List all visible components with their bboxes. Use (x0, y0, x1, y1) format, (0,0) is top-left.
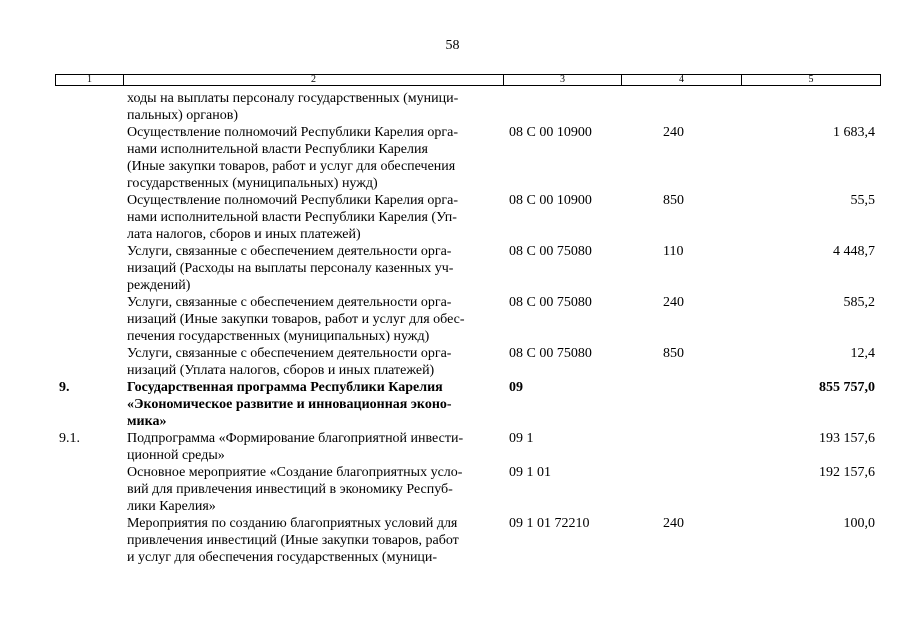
description-line: низаций (Расходы на выплаты персоналу казенных уч- (127, 261, 454, 276)
description-line: Основное мероприятие «Создание благоприятных усло- (127, 465, 463, 480)
row-amount: 193 157,6 (819, 431, 875, 446)
row-number: 9. (59, 380, 70, 395)
description-line: и услуг для обеспечения государственных (муници- (127, 550, 438, 565)
header-col-3: 3 (504, 75, 622, 85)
description-line: низаций (Иные закупки товаров, работ и услуг для обес- (127, 312, 465, 327)
row-amount: 100,0 (843, 516, 875, 531)
row-description (123, 124, 503, 192)
table-row (55, 192, 881, 243)
description-line: Услуги, связанные с обеспечением деятельности орга- (127, 244, 452, 259)
row-description (123, 345, 503, 379)
row-amount: 192 157,6 (819, 465, 875, 480)
row-amount: 585,2 (843, 295, 875, 310)
table-row (55, 345, 881, 379)
description-line: Мероприятия по созданию благоприятных условий для (127, 516, 458, 531)
description-line: Государственная программа Республики Карелия (127, 380, 443, 395)
description-line: низаций (Уплата налогов, сборов и иных платежей) (127, 363, 435, 378)
description-line: пальных) органов) (127, 108, 238, 123)
description-line: «Экономическое развитие и инновационная эконо- (127, 397, 452, 412)
description-line: привлечения инвестиций (Иные закупки товаров, работ (127, 533, 459, 548)
description-line: ционной среды» (127, 448, 225, 463)
row-amount: 855 757,0 (819, 380, 875, 395)
description-line: государственных (муниципальных) нужд) (127, 176, 378, 191)
header-col-4: 4 (622, 75, 742, 85)
row-code: 08 С 00 10900 (509, 125, 592, 140)
description-line: печения государственных (муниципальных) нужд) (127, 329, 430, 344)
description-line: Услуги, связанные с обеспечением деятельности орга- (127, 295, 452, 310)
row-description (123, 464, 503, 515)
row-code: 09 1 (509, 431, 534, 446)
row-description (123, 515, 503, 566)
description-line: нами исполнительной власти Республики Карелия (Уп- (127, 210, 457, 225)
row-code: 09 (509, 380, 523, 395)
row-amount: 1 683,4 (833, 125, 875, 140)
header-col-2: 2 (124, 75, 504, 85)
table-row (55, 430, 881, 464)
description-line: реждений) (127, 278, 191, 293)
description-line: нами исполнительной власти Республики Карелия (127, 142, 428, 157)
description-line: лата налогов, сборов и иных платежей) (127, 227, 361, 242)
row-description (123, 430, 503, 464)
row-amount: 12,4 (850, 346, 875, 361)
row-code: 08 С 00 75080 (509, 346, 592, 361)
description-line: Осуществление полномочий Республики Карелия орга- (127, 193, 459, 208)
description-line: Услуги, связанные с обеспечением деятельности орга- (127, 346, 452, 361)
description-line: вий для привлечения инвестиций в экономику Респуб- (127, 482, 453, 497)
table-row (55, 124, 881, 192)
table-body (55, 90, 881, 566)
row-expense-type: 240 (663, 516, 684, 531)
row-amount: 4 448,7 (833, 244, 875, 259)
row-code: 08 С 00 10900 (509, 193, 592, 208)
row-code: 09 1 01 (509, 465, 551, 480)
table-row (55, 294, 881, 345)
table-row (55, 515, 881, 566)
row-code: 08 С 00 75080 (509, 295, 592, 310)
description-line: ходы на выплаты персоналу государственных (муници- (127, 91, 459, 106)
table-header (55, 74, 881, 86)
description-line: мика» (127, 414, 167, 429)
header-col-5: 5 (808, 74, 814, 85)
row-description (123, 379, 503, 430)
description-line: Подпрограмма «Формирование благоприятной инвести- (127, 431, 464, 446)
description-line: Осуществление полномочий Республики Карелия орга- (127, 125, 459, 140)
row-description (123, 294, 503, 345)
row-expense-type: 240 (663, 125, 684, 140)
table-row (55, 464, 881, 515)
row-number: 9.1. (59, 431, 80, 446)
row-description (123, 192, 503, 243)
row-expense-type: 240 (663, 295, 684, 310)
page-number: 58 (445, 38, 460, 53)
row-code: 08 С 00 75080 (509, 244, 592, 259)
row-expense-type: 850 (663, 346, 684, 361)
table-row (55, 243, 881, 294)
row-code: 09 1 01 72210 (509, 516, 590, 531)
description-line: (Иные закупки товаров, работ и услуг для обеспечения (127, 159, 456, 174)
row-amount: 55,5 (850, 193, 875, 208)
table-row (55, 90, 881, 124)
description-line: лики Карелия» (127, 499, 216, 514)
header-col-1: 1 (56, 75, 124, 85)
row-description (123, 243, 503, 294)
table-row (55, 379, 881, 430)
row-description (123, 90, 503, 124)
row-expense-type: 110 (663, 244, 684, 259)
row-expense-type: 850 (663, 193, 684, 208)
